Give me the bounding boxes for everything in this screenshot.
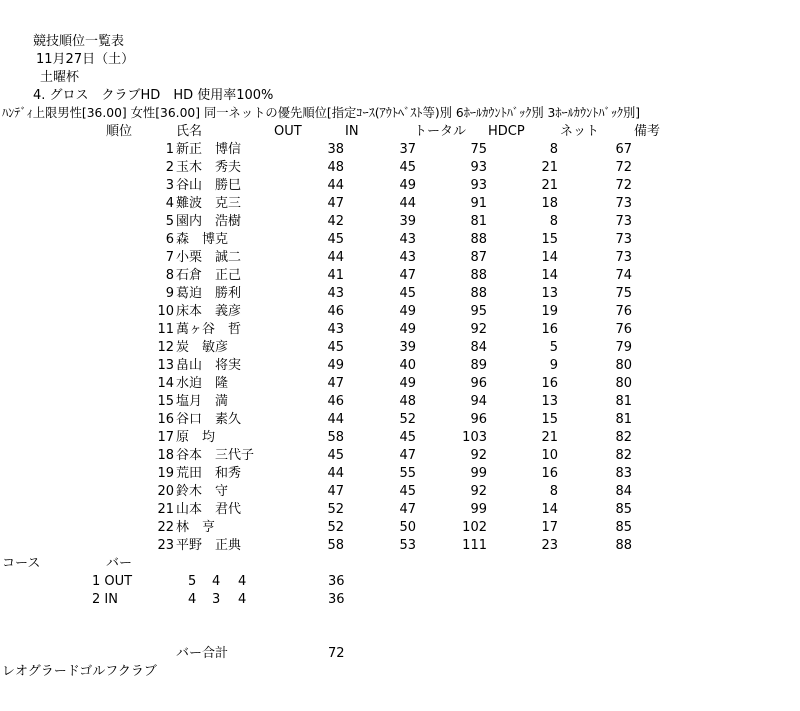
total-score-cell: 111 <box>462 538 487 553</box>
table-row <box>0 539 800 557</box>
out-score-cell: 52 <box>327 520 344 535</box>
net-score-cell: 73 <box>615 214 632 229</box>
total-score-cell: 92 <box>470 322 487 337</box>
rank-cell: 17 <box>157 430 174 445</box>
hdcp-cell: 8 <box>549 142 558 157</box>
table-row <box>0 449 800 467</box>
total-score-cell: 84 <box>470 340 487 355</box>
total-score-cell: 99 <box>470 466 487 481</box>
out-score-cell: 47 <box>327 484 344 499</box>
in-score-cell: 49 <box>399 376 416 391</box>
total-score-cell: 81 <box>470 214 487 229</box>
net-score-cell: 81 <box>615 412 632 427</box>
rank-cell: 15 <box>157 394 174 409</box>
hdcp-cell: 13 <box>541 394 558 409</box>
player-name-cell: 水迫 隆 <box>176 376 229 391</box>
rank-cell: 8 <box>165 268 174 283</box>
out-score-cell: 38 <box>327 142 344 157</box>
player-name-cell: 萬ヶ谷 哲 <box>176 322 242 337</box>
out-score-cell: 47 <box>327 376 344 391</box>
total-score-cell: 95 <box>470 304 487 319</box>
player-name-cell: 山本 君代 <box>176 502 242 517</box>
out-score-cell: 48 <box>327 160 344 175</box>
out-score-cell: 44 <box>327 178 344 193</box>
page-title: 競技順位一覧表 <box>33 34 125 49</box>
player-name-cell: 林 亨 <box>176 520 216 535</box>
rank-cell: 23 <box>157 538 174 553</box>
hdcp-cell: 14 <box>541 250 558 265</box>
table-row <box>0 395 800 413</box>
out-score-cell: 41 <box>327 268 344 283</box>
total-score-cell: 88 <box>470 286 487 301</box>
player-name-cell: 原 均 <box>176 430 216 445</box>
in-score-cell: 47 <box>399 268 416 283</box>
out-score-cell: 46 <box>327 304 344 319</box>
net-score-cell: 72 <box>615 178 632 193</box>
total-score-cell: 87 <box>470 250 487 265</box>
player-name-cell: 森 博克 <box>176 232 229 247</box>
total-score-cell: 88 <box>470 268 487 283</box>
course-out-hole-par: 4 <box>238 574 247 589</box>
player-name-cell: 平野 正典 <box>176 538 242 553</box>
in-score-cell: 49 <box>399 178 416 193</box>
rank-cell: 13 <box>157 358 174 373</box>
out-score-cell: 45 <box>327 340 344 355</box>
net-score-cell: 73 <box>615 250 632 265</box>
in-score-cell: 37 <box>399 142 416 157</box>
total-score-cell: 96 <box>470 376 487 391</box>
in-score-cell: 49 <box>399 304 416 319</box>
course-in-total: 36 <box>328 592 345 607</box>
net-score-cell: 76 <box>615 322 632 337</box>
table-row <box>0 341 800 359</box>
hdcp-cell: 18 <box>541 196 558 211</box>
net-score-cell: 88 <box>615 538 632 553</box>
par-total-value: 72 <box>328 646 345 661</box>
table-row <box>0 305 800 323</box>
player-name-cell: 荒田 和秀 <box>176 466 242 481</box>
table-row <box>0 251 800 269</box>
net-score-cell: 85 <box>615 520 632 535</box>
table-row <box>0 431 800 449</box>
total-score-cell: 92 <box>470 484 487 499</box>
rank-cell: 11 <box>157 322 174 337</box>
total-score-cell: 89 <box>470 358 487 373</box>
player-name-cell: 炭 敏彦 <box>176 340 229 355</box>
table-row <box>0 287 800 305</box>
out-score-cell: 46 <box>327 394 344 409</box>
rank-cell: 21 <box>157 502 174 517</box>
table-row <box>0 485 800 503</box>
in-score-cell: 53 <box>399 538 416 553</box>
col-header-rank: 順位 <box>106 124 133 139</box>
total-score-cell: 91 <box>470 196 487 211</box>
col-header-name: 氏名 <box>176 124 203 139</box>
rank-cell: 12 <box>157 340 174 355</box>
in-score-cell: 45 <box>399 484 416 499</box>
table-row <box>0 467 800 485</box>
out-score-cell: 43 <box>327 322 344 337</box>
in-score-cell: 55 <box>399 466 416 481</box>
out-score-cell: 44 <box>327 412 344 427</box>
course-in-label: 2 IN <box>92 592 118 607</box>
hdcp-cell: 10 <box>541 448 558 463</box>
total-score-cell: 93 <box>470 160 487 175</box>
total-score-cell: 92 <box>470 448 487 463</box>
hdcp-cell: 8 <box>549 214 558 229</box>
table-row <box>0 521 800 539</box>
net-score-cell: 75 <box>615 286 632 301</box>
col-header-remarks: 備考 <box>634 124 661 139</box>
table-row <box>0 503 800 521</box>
in-score-cell: 45 <box>399 286 416 301</box>
player-name-cell: 園内 浩樹 <box>176 214 242 229</box>
in-score-cell: 47 <box>399 448 416 463</box>
rank-cell: 22 <box>157 520 174 535</box>
rank-cell: 5 <box>165 214 174 229</box>
in-score-cell: 45 <box>399 160 416 175</box>
net-score-cell: 72 <box>615 160 632 175</box>
total-score-cell: 102 <box>462 520 487 535</box>
player-name-cell: 床本 義彦 <box>176 304 242 319</box>
player-name-cell: 新正 博信 <box>176 142 242 157</box>
hdcp-cell: 15 <box>541 412 558 427</box>
course-label: コース <box>2 556 41 571</box>
hdcp-cell: 21 <box>541 160 558 175</box>
net-score-cell: 83 <box>615 466 632 481</box>
in-score-cell: 43 <box>399 250 416 265</box>
table-row <box>0 377 800 395</box>
player-name-cell: 小栗 誠二 <box>176 250 242 265</box>
handicap-rules: ﾊﾝﾃﾞｨ上限男性[36.00] 女性[36.00] 同一ネットの優先順位[指定ｺｰｽ(ｱｳﾄﾍﾞｽﾄ等)別 6ﾎｰﾙｶｳﾝﾄﾊﾞｯｸ別 3ﾎｰﾙｶｳﾝﾄﾊﾞｯｸ別] <box>2 106 641 120</box>
player-name-cell: 谷山 勝巳 <box>176 178 242 193</box>
in-score-cell: 45 <box>399 430 416 445</box>
rank-cell: 3 <box>165 178 174 193</box>
table-row <box>0 215 800 233</box>
table-row <box>0 269 800 287</box>
out-score-cell: 47 <box>327 196 344 211</box>
net-score-cell: 80 <box>615 376 632 391</box>
player-name-cell: 難波 克三 <box>176 196 242 211</box>
total-score-cell: 75 <box>470 142 487 157</box>
total-score-cell: 94 <box>470 394 487 409</box>
player-name-cell: 塩月 満 <box>176 394 229 409</box>
in-score-cell: 48 <box>399 394 416 409</box>
rank-cell: 14 <box>157 376 174 391</box>
hdcp-cell: 21 <box>541 178 558 193</box>
player-name-cell: 葛迫 勝利 <box>176 286 242 301</box>
hdcp-cell: 8 <box>549 484 558 499</box>
net-score-cell: 76 <box>615 304 632 319</box>
in-score-cell: 40 <box>399 358 416 373</box>
total-score-cell: 96 <box>470 412 487 427</box>
hdcp-cell: 13 <box>541 286 558 301</box>
col-header-out: OUT <box>274 124 302 139</box>
table-row <box>0 323 800 341</box>
rank-cell: 20 <box>157 484 174 499</box>
course-in-hole-par: 4 <box>188 592 197 607</box>
course-out-total: 36 <box>328 574 345 589</box>
rank-cell: 19 <box>157 466 174 481</box>
in-score-cell: 52 <box>399 412 416 427</box>
hdcp-cell: 9 <box>549 358 558 373</box>
in-score-cell: 44 <box>399 196 416 211</box>
total-score-cell: 99 <box>470 502 487 517</box>
hdcp-cell: 17 <box>541 520 558 535</box>
out-score-cell: 52 <box>327 502 344 517</box>
out-score-cell: 44 <box>327 466 344 481</box>
net-score-cell: 80 <box>615 358 632 373</box>
player-name-cell: 谷本 三代子 <box>176 448 255 463</box>
rank-cell: 6 <box>165 232 174 247</box>
col-header-total: トータル <box>414 124 467 139</box>
net-score-cell: 73 <box>615 232 632 247</box>
net-score-cell: 82 <box>615 430 632 445</box>
course-in-hole-par: 4 <box>238 592 247 607</box>
course-out-hole-par: 4 <box>212 574 221 589</box>
hdcp-cell: 23 <box>541 538 558 553</box>
hdcp-cell: 21 <box>541 430 558 445</box>
in-score-cell: 47 <box>399 502 416 517</box>
net-score-cell: 74 <box>615 268 632 283</box>
net-score-cell: 81 <box>615 394 632 409</box>
net-score-cell: 84 <box>615 484 632 499</box>
hdcp-cell: 16 <box>541 376 558 391</box>
competition-format: 4. グロス クラブHD HD 使用率100% <box>33 88 274 103</box>
table-row <box>0 359 800 377</box>
table-row <box>0 233 800 251</box>
out-score-cell: 58 <box>327 430 344 445</box>
rank-cell: 16 <box>157 412 174 427</box>
net-score-cell: 67 <box>615 142 632 157</box>
col-header-net: ネット <box>560 124 600 139</box>
total-score-cell: 103 <box>462 430 487 445</box>
table-row <box>0 143 800 161</box>
out-score-cell: 58 <box>327 538 344 553</box>
net-score-cell: 73 <box>615 196 632 211</box>
hdcp-cell: 14 <box>541 502 558 517</box>
par-label: バー <box>106 556 133 571</box>
course-in-hole-par: 3 <box>212 592 221 607</box>
hdcp-cell: 5 <box>549 340 558 355</box>
par-total-label: バー合計 <box>176 646 229 661</box>
out-score-cell: 43 <box>327 286 344 301</box>
hdcp-cell: 16 <box>541 466 558 481</box>
col-header-hdcp: HDCP <box>488 124 525 139</box>
out-score-cell: 49 <box>327 358 344 373</box>
in-score-cell: 50 <box>399 520 416 535</box>
player-name-cell: 畠山 将実 <box>176 358 242 373</box>
net-score-cell: 82 <box>615 448 632 463</box>
in-score-cell: 39 <box>399 214 416 229</box>
course-out-hole-par: 5 <box>188 574 197 589</box>
hdcp-cell: 19 <box>541 304 558 319</box>
net-score-cell: 85 <box>615 502 632 517</box>
event-date: 11月27日（土） <box>36 52 135 67</box>
table-row <box>0 413 800 431</box>
hdcp-cell: 15 <box>541 232 558 247</box>
hdcp-cell: 14 <box>541 268 558 283</box>
out-score-cell: 44 <box>327 250 344 265</box>
out-score-cell: 45 <box>327 232 344 247</box>
rank-cell: 2 <box>165 160 174 175</box>
player-name-cell: 玉木 秀夫 <box>176 160 242 175</box>
player-name-cell: 谷口 素久 <box>176 412 242 427</box>
player-name-cell: 石倉 正己 <box>176 268 242 283</box>
col-header-in: IN <box>345 124 359 139</box>
player-name-cell: 鈴木 守 <box>176 484 229 499</box>
rank-cell: 10 <box>157 304 174 319</box>
course-out-label: 1 OUT <box>92 574 133 589</box>
hdcp-cell: 16 <box>541 322 558 337</box>
table-row <box>0 161 800 179</box>
in-score-cell: 49 <box>399 322 416 337</box>
table-row <box>0 197 800 215</box>
out-score-cell: 42 <box>327 214 344 229</box>
in-score-cell: 39 <box>399 340 416 355</box>
out-score-cell: 45 <box>327 448 344 463</box>
rank-cell: 9 <box>165 286 174 301</box>
rank-cell: 18 <box>157 448 174 463</box>
rank-cell: 1 <box>165 142 174 157</box>
event-name: 土曜杯 <box>40 70 80 85</box>
total-score-cell: 93 <box>470 178 487 193</box>
rank-cell: 4 <box>165 196 174 211</box>
total-score-cell: 88 <box>470 232 487 247</box>
in-score-cell: 43 <box>399 232 416 247</box>
rank-cell: 7 <box>165 250 174 265</box>
club-name: レオグラードゴルフクラブ <box>2 664 157 679</box>
net-score-cell: 79 <box>615 340 632 355</box>
table-row <box>0 179 800 197</box>
